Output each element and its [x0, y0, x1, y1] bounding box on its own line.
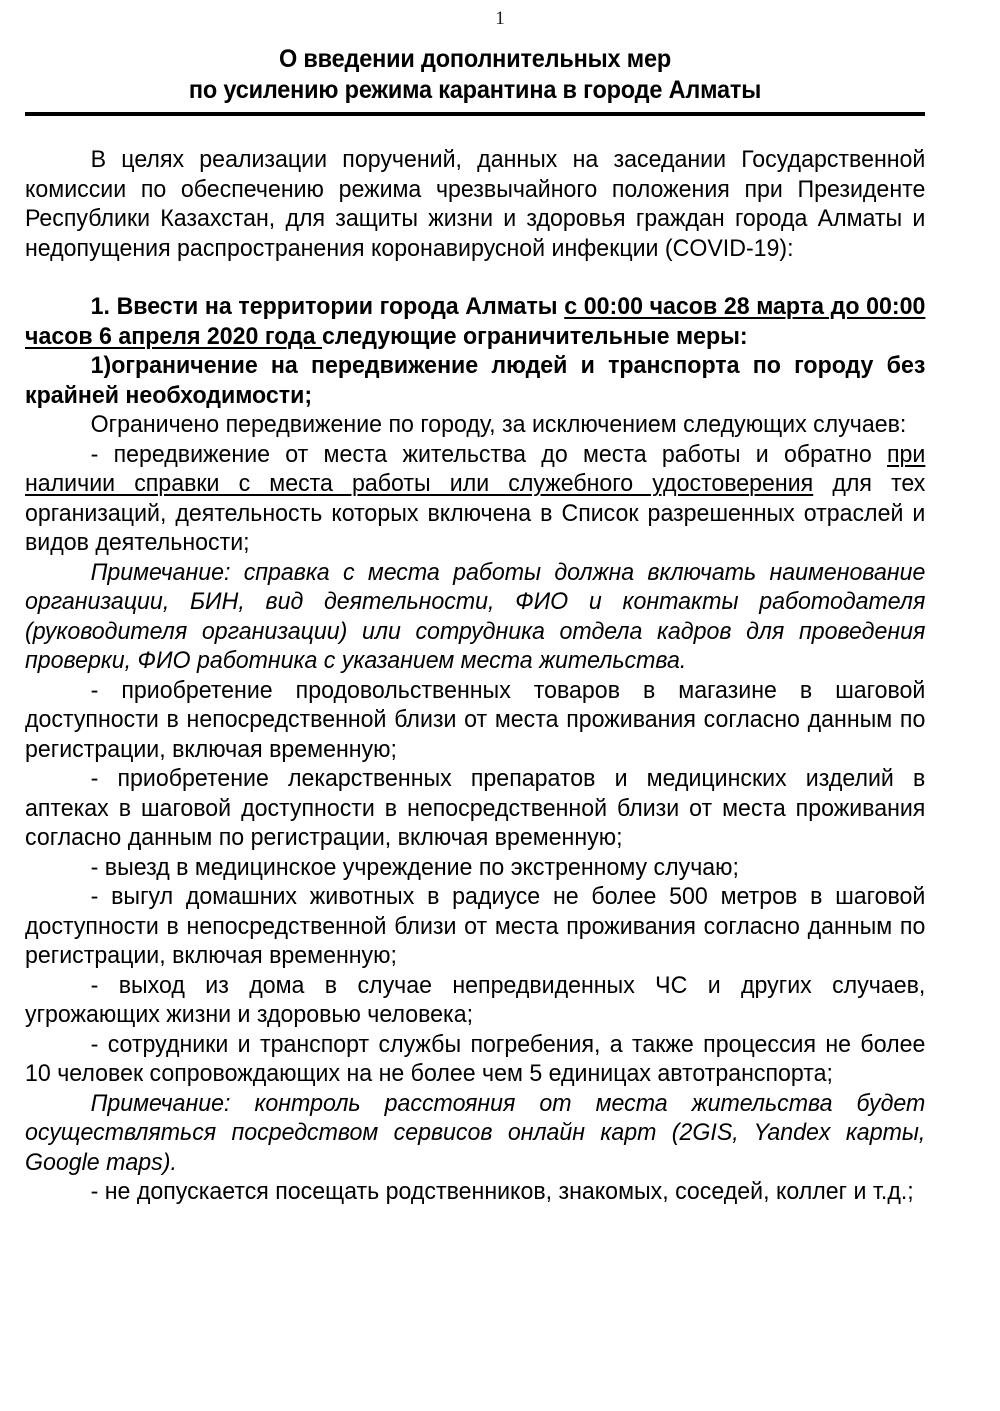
bullet-commute-pre: - передвижение от места жительства до места работы и обратно — [90, 440, 887, 468]
paragraph-bullet-pets: - выгул домашних животных в радиусе не более 500 метров в шаговой доступности в непосредственной близи от места проживания согласно данным по регистрации, включая временную; — [25, 883, 926, 969]
paragraph-subitem-1 — [25, 351, 925, 410]
page-title — [52, 44, 898, 106]
bullet-commute-post: для тех организаций, деятельность которых включена в Список разрешенных отраслей и видов деятельности; — [25, 470, 926, 556]
item-1-dates: с 00:00 часов 28 марта до 00:00 часов 6 апреля 2020 года — [25, 293, 926, 350]
paragraph-note-2: Примечание: контроль расстояния от места жительства будет осуществляться посредством сервисов онлайн карт (2GIS, Yandex карты, Google maps). — [25, 1089, 926, 1176]
paragraph-bullet-funeral: - сотрудники и транспорт службы погребения, а также процессия не более 10 человек сопровождающих на не более чем 5 единицах автотранспорта; — [25, 1030, 926, 1087]
title-divider — [25, 112, 925, 116]
title-line-1: О введении дополнительных мер — [278, 45, 672, 73]
item-1-tail: следующие ограничительные меры: — [322, 322, 748, 350]
paragraph-item-1 — [25, 292, 925, 351]
paragraph-restriction-intro: Ограничено передвижение по городу, за исключением следующих случаев: — [90, 411, 907, 438]
page-number: 1 — [495, 8, 505, 29]
paragraph-bullet-groceries: - приобретение продовольственных товаров в магазине в шаговой доступности в непосредственной близи от места проживания согласно данным по регистрации, включая временную; — [25, 676, 926, 763]
document-content — [25, 44, 925, 1207]
item-1-lead: 1. Ввести на территории города Алматы — [90, 293, 565, 320]
paragraph-note-1: Примечание: справка с места работы должна включать наименование организации, БИН, вид деятельности, ФИО и контакты работодателя (руководителя организации) или сотрудника отдела кадров для проведения проверки, ФИО работника с указанием места жительства. — [25, 558, 926, 674]
paragraph-bullet-visits: - не допускается посещать родственников, знакомых, соседей, коллег и т.д.; — [90, 1178, 914, 1205]
paragraph-bullet-commute — [25, 440, 925, 558]
paragraph-preamble: В целях реализации поручений, данных на заседании Государственной комиссии по обеспечению режима чрезвычайного положения при Президенте Республики Казахстан, для защиты жизни и здоровья граждан города Алматы и недопущения распространения коронавирусной инфекции (COVID-19): — [25, 146, 926, 262]
paragraph-bullet-medical: - выезд в медицинское учреждение по экстренному случаю; — [90, 853, 739, 881]
bullet-commute-underlined: при наличии справки с места работы или служебного удостоверения — [25, 440, 926, 497]
subitem-1-text: 1)ограничение на передвижение людей и транспорта по городу без крайней необходимости; — [25, 352, 926, 409]
paragraph-bullet-pharmacy: - приобретение лекарственных препаратов и медицинских изделий в аптеках в шаговой доступности в непосредственной близи от места проживания согласно данным по регистрации, включая временную; — [25, 765, 926, 851]
paragraph-bullet-emergency: - выход из дома в случае непредвиденных ЧС и других случаев, угрожающих жизни и здоровью человека; — [25, 971, 926, 1028]
title-line-2: по усилению режима карантина в городе Алматы — [188, 76, 762, 104]
